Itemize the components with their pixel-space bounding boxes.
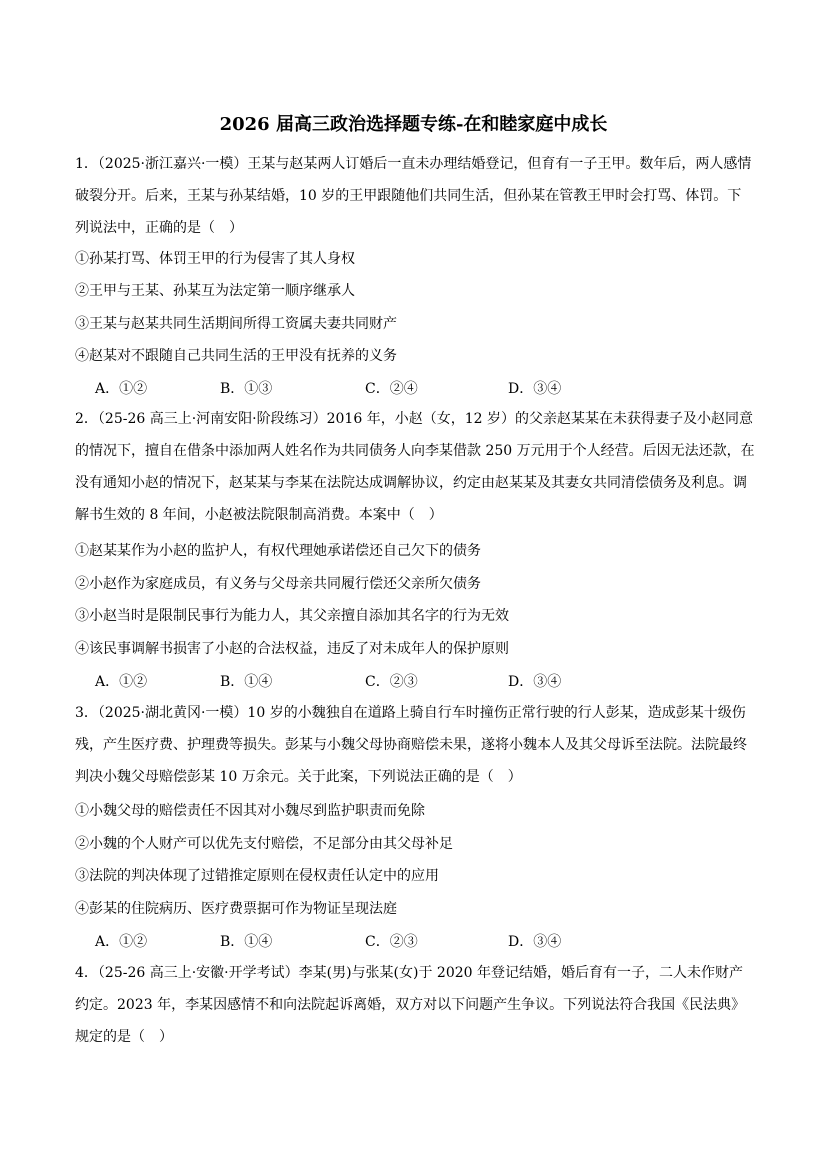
question-2-item-3: ③小赵当时是限制民事行为能力人，其父亲擅自添加其名字的行为无效 bbox=[75, 608, 509, 624]
question-2-item-1: ①赵某某作为小赵的监护人，有权代理她承诺偿还自己欠下的债务 bbox=[75, 543, 481, 559]
question-2-option-d: D．③④ bbox=[508, 674, 562, 690]
question-1-stem: 1．（2025·浙江嘉兴·一模）王某与赵某两人订婚后一直未办理结婚登记，但育有一子王甲。数年后，两人感情破裂分开。后来，王某与孙某结婚，10 岁的王甲跟随他们共同生活，但孙某在管教王甲时会打骂、体罚。下列说法中，正确的是（ ） bbox=[75, 156, 752, 236]
question-3-option-a: A．①② bbox=[95, 934, 148, 950]
question-3-item-1: ①小魏父母的赔偿责任不因其对小魏尽到监护职责而免除 bbox=[75, 803, 425, 819]
question-3-item-4: ④彭某的住院病历、医疗费票据可作为物证呈现法庭 bbox=[75, 901, 397, 917]
question-2-item-4: ④该民事调解书损害了小赵的合法权益，违反了对未成年人的保护原则 bbox=[75, 641, 509, 657]
question-3-item-3: ③法院的判决体现了过错推定原则在侵权责任认定中的应用 bbox=[75, 868, 439, 884]
question-2-item-2: ②小赵作为家庭成员，有义务与父母亲共同履行偿还父亲所欠债务 bbox=[75, 576, 481, 592]
question-1-option-d: D．③④ bbox=[508, 381, 562, 397]
question-2-option-b: B．①④ bbox=[220, 674, 273, 690]
question-1-item-3: ③王某与赵某共同生活期间所得工资属夫妻共同财产 bbox=[75, 316, 397, 332]
question-3-stem: 3．（2025·湖北黄冈·一模）10 岁的小魏独自在道路上骑自行车时撞伤正常行驶的行人彭某，造成彭某十级伤残，产生医疗费、护理费等损失。彭某与小魏父母协商赔偿未果，遂将小魏本人及其父母诉至法院。法院最终判决小魏父母赔偿彭某 10 万余元。关于此案，下列说法正确的是（ ） bbox=[75, 705, 747, 785]
question-2-option-c: C．②③ bbox=[365, 674, 418, 690]
question-1-option-c: C．②④ bbox=[365, 381, 418, 397]
document-title: 2026 届高三政治选择题专练-在和睦家庭中成长 bbox=[219, 114, 608, 135]
question-1-item-1: ①孙某打骂、体罚王甲的行为侵害了其人身权 bbox=[75, 251, 355, 267]
question-1-item-2: ②王甲与王某、孙某互为法定第一顺序继承人 bbox=[75, 283, 355, 299]
question-1-item-4: ④赵某对不跟随自己共同生活的王甲没有抚养的义务 bbox=[75, 348, 397, 364]
question-2-stem: 2．（25-26 高三上·河南安阳·阶段练习）2016 年，小赵（女，12 岁）的父亲赵某某在未获得妻子及小赵同意的情况下，擅自在借条中添加两人姓名作为共同债务人向李某借款 250 万元用于个人经营。后因无法还款，在没有通知小赵的情况下，赵某某与李某在法院达成调解协议，约定由赵某某及其妻女共同清偿债务及利息。调解书生效的 8 年间，小赵被法院限制高消费。本案中（ ） bbox=[75, 411, 755, 523]
question-1-option-b: B．①③ bbox=[220, 381, 273, 397]
question-4-stem: 4．（25-26 高三上·安徽·开学考试）李某(男)与张某(女)于 2020 年登记结婚，婚后育有一子，二人未作财产约定。2023 年，李某因感情不和向法院起诉离婚，双方对以下问题产生争议。下列说法符合我国《民法典》规定的是（ ） bbox=[75, 965, 746, 1045]
question-3-item-2: ②小魏的个人财产可以优先支付赔偿，不足部分由其父母补足 bbox=[75, 836, 453, 852]
question-1-option-a: A．①② bbox=[95, 381, 148, 397]
question-3-option-c: C．②③ bbox=[365, 934, 418, 950]
question-3-option-b: B．①④ bbox=[220, 934, 273, 950]
question-3-option-d: D．③④ bbox=[508, 934, 562, 950]
question-2-option-a: A．①② bbox=[95, 674, 148, 690]
